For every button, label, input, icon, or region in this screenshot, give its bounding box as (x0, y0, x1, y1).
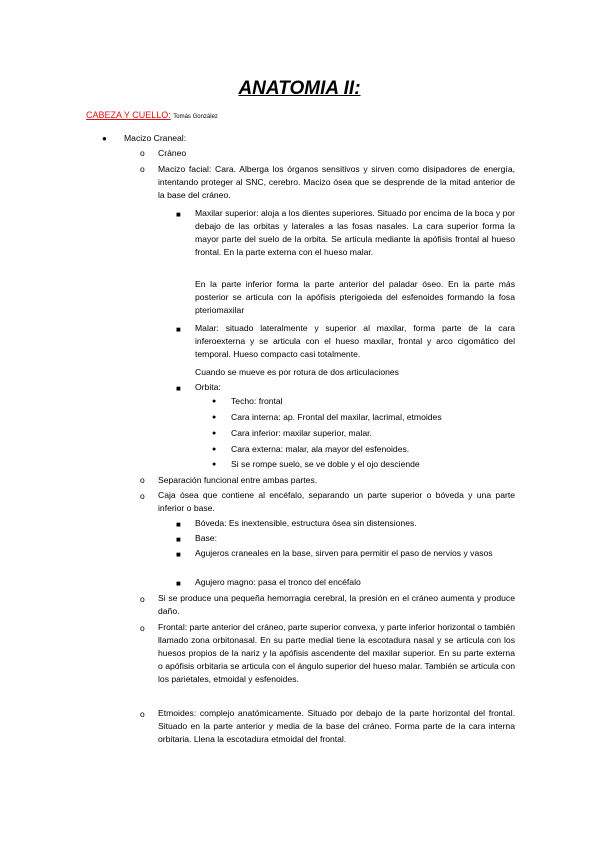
bullet-disc: ● (212, 446, 217, 453)
bullet-circle: o (140, 623, 145, 633)
list-item: Cara externa: malar, ala mayor del esfenoides. (231, 444, 410, 454)
bullet-disc: ● (212, 414, 217, 421)
list-item: Cráneo (158, 148, 187, 158)
bullet-disc: ● (212, 430, 217, 437)
list-item: Base: (195, 533, 217, 543)
list-item: Agujeros craneales en la base, sirven para permitir el paso de nervios y vasos (195, 548, 493, 558)
bullet-square: ■ (176, 520, 181, 529)
page-title: ANATOMIA II: (238, 78, 361, 99)
bullet-square: ■ (176, 550, 181, 559)
list-item: Caja ósea que contiene al encéfalo, separando un parte superior o bóveda y una parte inferior o base. (158, 490, 515, 513)
list-item: Frontal: parte anterior del cráneo, parte superior convexa, y parte inferior horizontal o también llamado zona orbitonasal. En su parte medial tiene la escotadura nasal y se articula con los huesos propios de la nariz y la apófisis ascendente del maxilar superior. En su parte externa o apófisis orbitaria se articula con el ángulo superior del hueso malar. También se articula con los parietales, etmoidal y esfenoides. (158, 622, 515, 684)
list-item: Malar: situado lateralmente y superior al maxilar, forma parte de la cara inferoexterna y se articula con el hueso maxilar, frontal y arco cigomático del temporal. Hueso compacto casi totalmente. (195, 323, 515, 359)
list-item-continuation: En la parte inferior forma la parte anterior del paladar óseo. En la parte más posterior se articula con la apófisis pterigoieda del esfenoides formando la fosa pteriomaxilar (195, 279, 515, 315)
bullet-disc: ● (102, 134, 107, 143)
list-item: Cara inferior: maxilar superior, malar. (231, 428, 372, 438)
list-item: Si se rompe suelo, se ve doble y el ojo desciende (231, 459, 420, 469)
section-heading (86, 110, 218, 120)
list-item: Macizo facial: Cara. Alberga los órganos sensitivos y sirven como disipadores de energía, intentando proteger al SNC, cerebro. Macizo ósea que se desprende de la mitad anterior de la base del cráneo. (158, 164, 515, 200)
list-item: Separación funcional entre ambas partes. (158, 475, 318, 485)
bullet-circle: o (140, 148, 145, 158)
list-item: Orbita: (195, 382, 221, 392)
bullet-square: ■ (176, 384, 181, 393)
section-label: CABEZA Y CUELLO: (86, 110, 171, 120)
bullet-square: ■ (176, 325, 181, 334)
list-item: Cara interna: ap. Frontal del maxilar, lacrimal, etmoides (231, 412, 442, 422)
bullet-circle: o (140, 475, 145, 485)
list-item: Maxilar superior: aloja a los dientes superiores. Situado por encima de la boca y por debajo de las orbitas y laterales a las fosas nasales. La cara superior forma la mayor parte del suelo de la orbita. Se articula mediante la apófisis frontal al hueso frontal. En la parte externa con el hueso malar. (195, 208, 515, 257)
list-item: Bóveda: Es inextensible, estructura ósea sin distensiones. (195, 518, 417, 528)
list-item: Etmoides: complejo anatómicamente. Situado por debajo de la parte horizontal del frontal. Situado en la parte anterior y media de la base del cráneo. Forma parte de la cara interna orbitaria. Llena la escotadura etmoidal del frontal. (158, 708, 515, 744)
list-item: Si se produce una pequeña hemorragia cerebral, la presión en el cráneo aumenta y produce daño. (158, 593, 515, 616)
bullet-square: ■ (176, 210, 181, 219)
list-item-continuation: Cuando se mueve es por rotura de dos articulaciones (195, 367, 399, 377)
bullet-circle: o (140, 164, 145, 174)
bullet-circle: o (140, 709, 145, 719)
bullet-square: ■ (176, 579, 181, 588)
bullet-disc: ● (212, 398, 217, 405)
bullet-square: ■ (176, 535, 181, 544)
bullet-circle: o (140, 594, 145, 604)
list-item: Agujero magno: pasa el tronco del encéfalo (195, 577, 361, 587)
bullet-disc: ● (212, 461, 217, 468)
section-author: Tomás González (173, 114, 218, 120)
list-item: Techo: frontal (231, 396, 283, 406)
list-item: Macizo Craneal: (124, 133, 187, 143)
bullet-circle: o (140, 491, 145, 501)
